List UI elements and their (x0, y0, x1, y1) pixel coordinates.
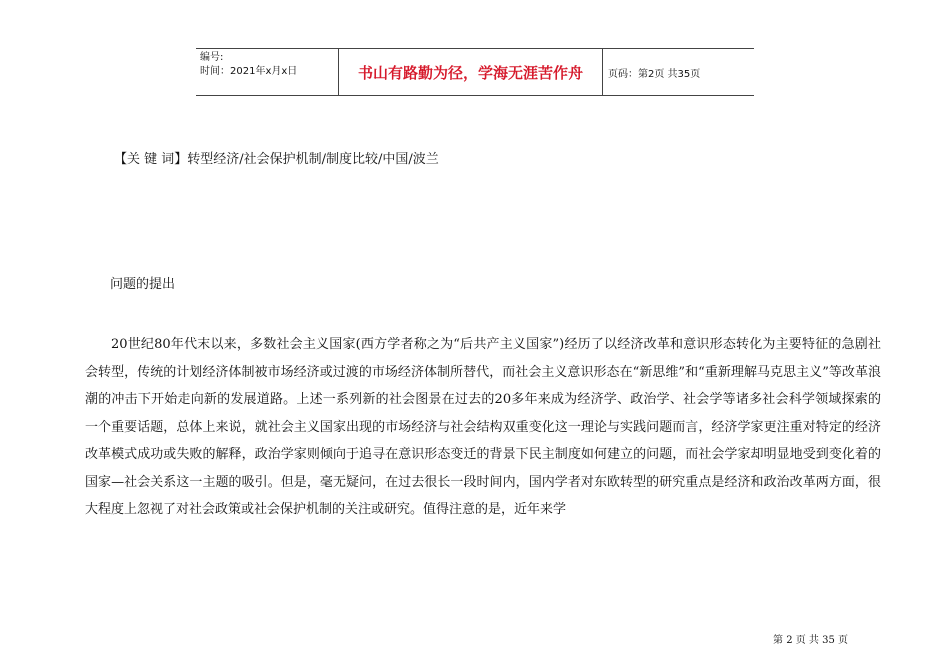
body-paragraph: 20世纪80年代末以来，多数社会主义国家(西方学者称之为“后共产主义国家”)经历了以经济改革和意识形态转化为主要特征的急剧社会转型，传统的计划经济体制被市场经济或过渡的市场经济体制所替代，而社会主义意识形态在“新思维”和“重新理解马克思主义”等改革浪潮的冲击下开始走向新的发展道路。上述一系列新的社会图景在过去的20多年来成为经济学、政治学、社会学等诸多社会科学领域探索的一个重要话题，总体上来说，就社会主义国家出现的市场经济与社会结构双重变化这一理论与实践问题而言，经济学家更注重对特定的经济改革模式成功或失败的解释，政治学家则倾向于追寻在意识形态变迁的背景下民主制度如何建立的问题，而社会学家却明显地受到变化着的国家—社会关系这一主题的吸引。但是，毫无疑问，在过去很长一段时间内，国内学者对东欧转型的研究重点是经济和政治改革两方面，很大程度上忽视了对社会政策或社会保护机制的关注或研究。值得注意的是，近年来学 (85, 337, 881, 517)
header-motto: 书山有路勤为径，学海无涯苦作舟 (357, 63, 583, 82)
document-number-label: 编号: (200, 52, 224, 63)
header-page-code: 页码：第2页 共35页 (608, 68, 701, 80)
header-motto-cell (339, 49, 603, 95)
page-footer: 第 2 页 共 35 页 (773, 635, 848, 646)
keywords-line: 【关 键 词】转型经济/社会保护机制/制度比较/中国/波兰 (114, 152, 439, 167)
section-title: 问题的提出 (110, 277, 176, 292)
header-page-cell (603, 49, 754, 95)
document-header (196, 48, 754, 96)
document-time: 时间：2021年x月x日 (200, 66, 298, 77)
header-meta-cell (196, 49, 339, 95)
